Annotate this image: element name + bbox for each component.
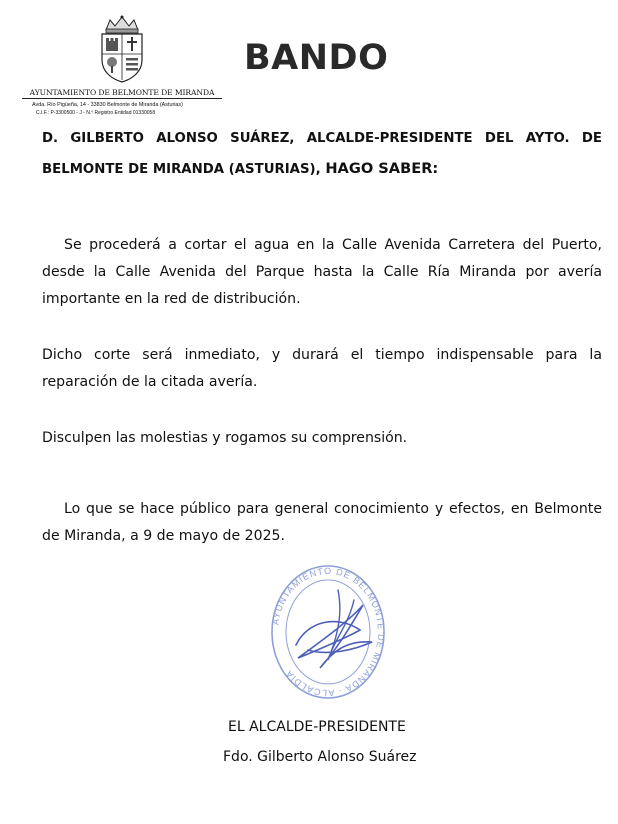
paragraph-apology: Disculpen las molestias y rogamos su comprensión. <box>42 430 408 446</box>
paragraph-closing: Lo que se hace público para general conocimiento y efectos, en Belmonte de Miranda, a 9 de mayo de 2025. <box>42 501 602 544</box>
paragraph-duration: Dicho corte será inmediato, y durará el tiempo indispensable para la reparación de la citada avería. <box>42 347 602 390</box>
svg-text:AYUNTAMIENTO DE BELMONTE DE MI: AYUNTAMIENTO DE BELMONTE DE MIRANDA · ALCALDÍA <box>270 565 387 699</box>
signer-role: EL ALCALDE-PRESIDENTE <box>228 719 406 735</box>
organization-name: AYUNTAMIENTO DE BELMONTE DE MIRANDA <box>22 88 222 99</box>
organization-tax-info: C.I.F.: P-3300500 - J - N.º Registro Entidad 01330058 <box>36 110 156 116</box>
signer-name: Fdo. Gilberto Alonso Suárez <box>223 749 417 765</box>
document-title: BANDO <box>244 38 389 78</box>
paragraph-water-cut: Se procederá a cortar el agua en la Calle Avenida Carretera del Puerto, desde la Calle Avenida del Parque hasta la Calle Ría Miranda por avería importante en la red de distribución. <box>42 237 602 307</box>
heading-main: D. GILBERTO ALONSO SUÁREZ, ALCALDE-PRESIDENTE DEL AYTO. DE BELMONTE DE MIRANDA (ASTURIAS), <box>42 131 602 177</box>
heading-announce: HAGO SABER: <box>325 160 439 177</box>
coat-of-arms-icon <box>92 14 152 84</box>
proclamation-heading <box>42 124 602 185</box>
official-seal <box>268 560 388 710</box>
organization-address: Avda. Río Pigüeña, 14 - 33830 Belmonte de Miranda (Asturias) <box>32 102 183 108</box>
